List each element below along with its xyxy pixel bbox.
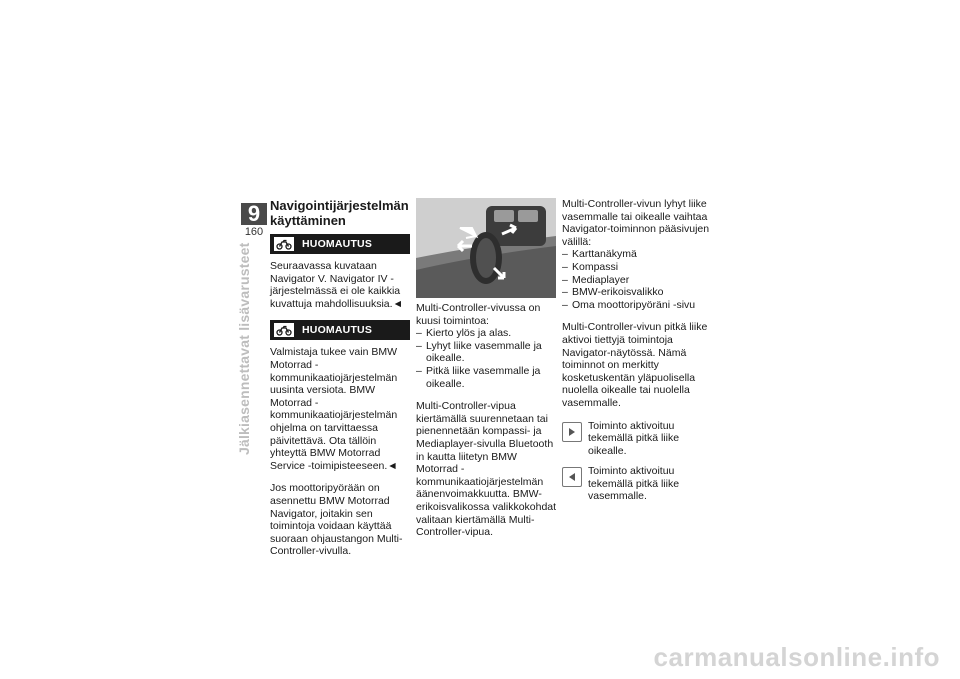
list-item: – Kompassi (562, 261, 712, 274)
column-3 (562, 198, 712, 511)
chapter-number: 9 (241, 203, 267, 225)
list-item: – Mediaplayer (562, 274, 712, 287)
notice-bar-2 (270, 320, 410, 340)
page-list (562, 248, 712, 311)
paragraph: Seuraavassa kuvataan Navigator V. Navigator IV -järjestelmässä ei ole kaikkia kuvattuja mahdollisuuksia.◄ (270, 260, 403, 310)
paragraph: Jos moottoripyörään on asennettu BMW Motorrad Navigator, joitakin sen toimintoja voidaan käyttää suoraan ohjaustangon Multi-Controller-vivulla. (270, 482, 403, 558)
motorcycle-icon (274, 237, 294, 251)
notice-label: HUOMAUTUS (302, 324, 373, 337)
arrow-left-icon (562, 467, 582, 487)
paragraph: Multi-Controller-vipua kiertämällä suurennetaan tai pienennetään kompassi- ja Mediaplayer-sivulla Bluetooth in kautta liitetyn BMW Motorrad -kommunikaatiojärjestelmän äänenvoimakkuutta. BMW-erikoisvalikossa valikkokohdat valitaan kiertämällä Multi-Controller-vipua. (416, 400, 557, 539)
icon-row-right (562, 420, 712, 458)
paragraph: Multi-Controller-vivussa on kuusi toimintoa: (416, 302, 541, 327)
list-item: – Pitkä liike vasemmalle ja oikealle. (416, 365, 558, 390)
multi-controller-photo (416, 198, 556, 298)
icon-row-left (562, 465, 712, 503)
arrow-right-icon (562, 422, 582, 442)
list-item: – Kierto ylös ja alas. (416, 327, 558, 340)
chapter-side-title: Jälkiasennettavat lisävarusteet (236, 242, 252, 455)
motorcycle-icon (274, 323, 294, 337)
notice-label: HUOMAUTUS (302, 237, 373, 250)
paragraph: Multi-Controller-vivun pitkä liike aktivoi tiettyjä toimintoja Navigator-näytössä. Nämä toiminnot on merkitty kosketuskentän yläpuolisella nuolella oikealle tai nuolella vasemmalle. (562, 321, 708, 409)
column-2 (416, 198, 558, 549)
list-item: – Karttanäkymä (562, 248, 712, 261)
watermark: carmanualsonline.info (653, 642, 940, 672)
icon-description: Toiminto aktivoituu tekemällä pitkä liike vasemmalle. (588, 465, 680, 503)
page-number: 160 (244, 226, 264, 238)
list-item: – BMW-erikoisvalikko (562, 286, 712, 299)
section-title: Navigointijärjestelmän käyttäminen (270, 198, 409, 228)
notice-bar-1 (270, 234, 410, 254)
icon-description: Toiminto aktivoituu tekemällä pitkä liike oikealle. (588, 419, 680, 457)
column-1 (270, 198, 410, 568)
paragraph: Valmistaja tukee vain BMW Motorrad -kommunikaatiojärjestelmän uusinta versiota. BMW Motorrad -kommunikaatiojärjestelmän ohjelma on tarvittaessa päivitettävä. Ota tällöin yhteyttä BMW Motorrad Service -toimipisteeseen.◄ (270, 346, 398, 472)
list-item: – Oma moottoripyöräni -sivu (562, 299, 712, 312)
list-item: – Lyhyt liike vasemmalle ja oikealle. (416, 340, 558, 365)
paragraph: Multi-Controller-vivun lyhyt liike vasemmalle tai oikealle vaihtaa Navigator-toiminnon pääsivujen välillä: (562, 198, 710, 248)
function-list (416, 327, 558, 390)
